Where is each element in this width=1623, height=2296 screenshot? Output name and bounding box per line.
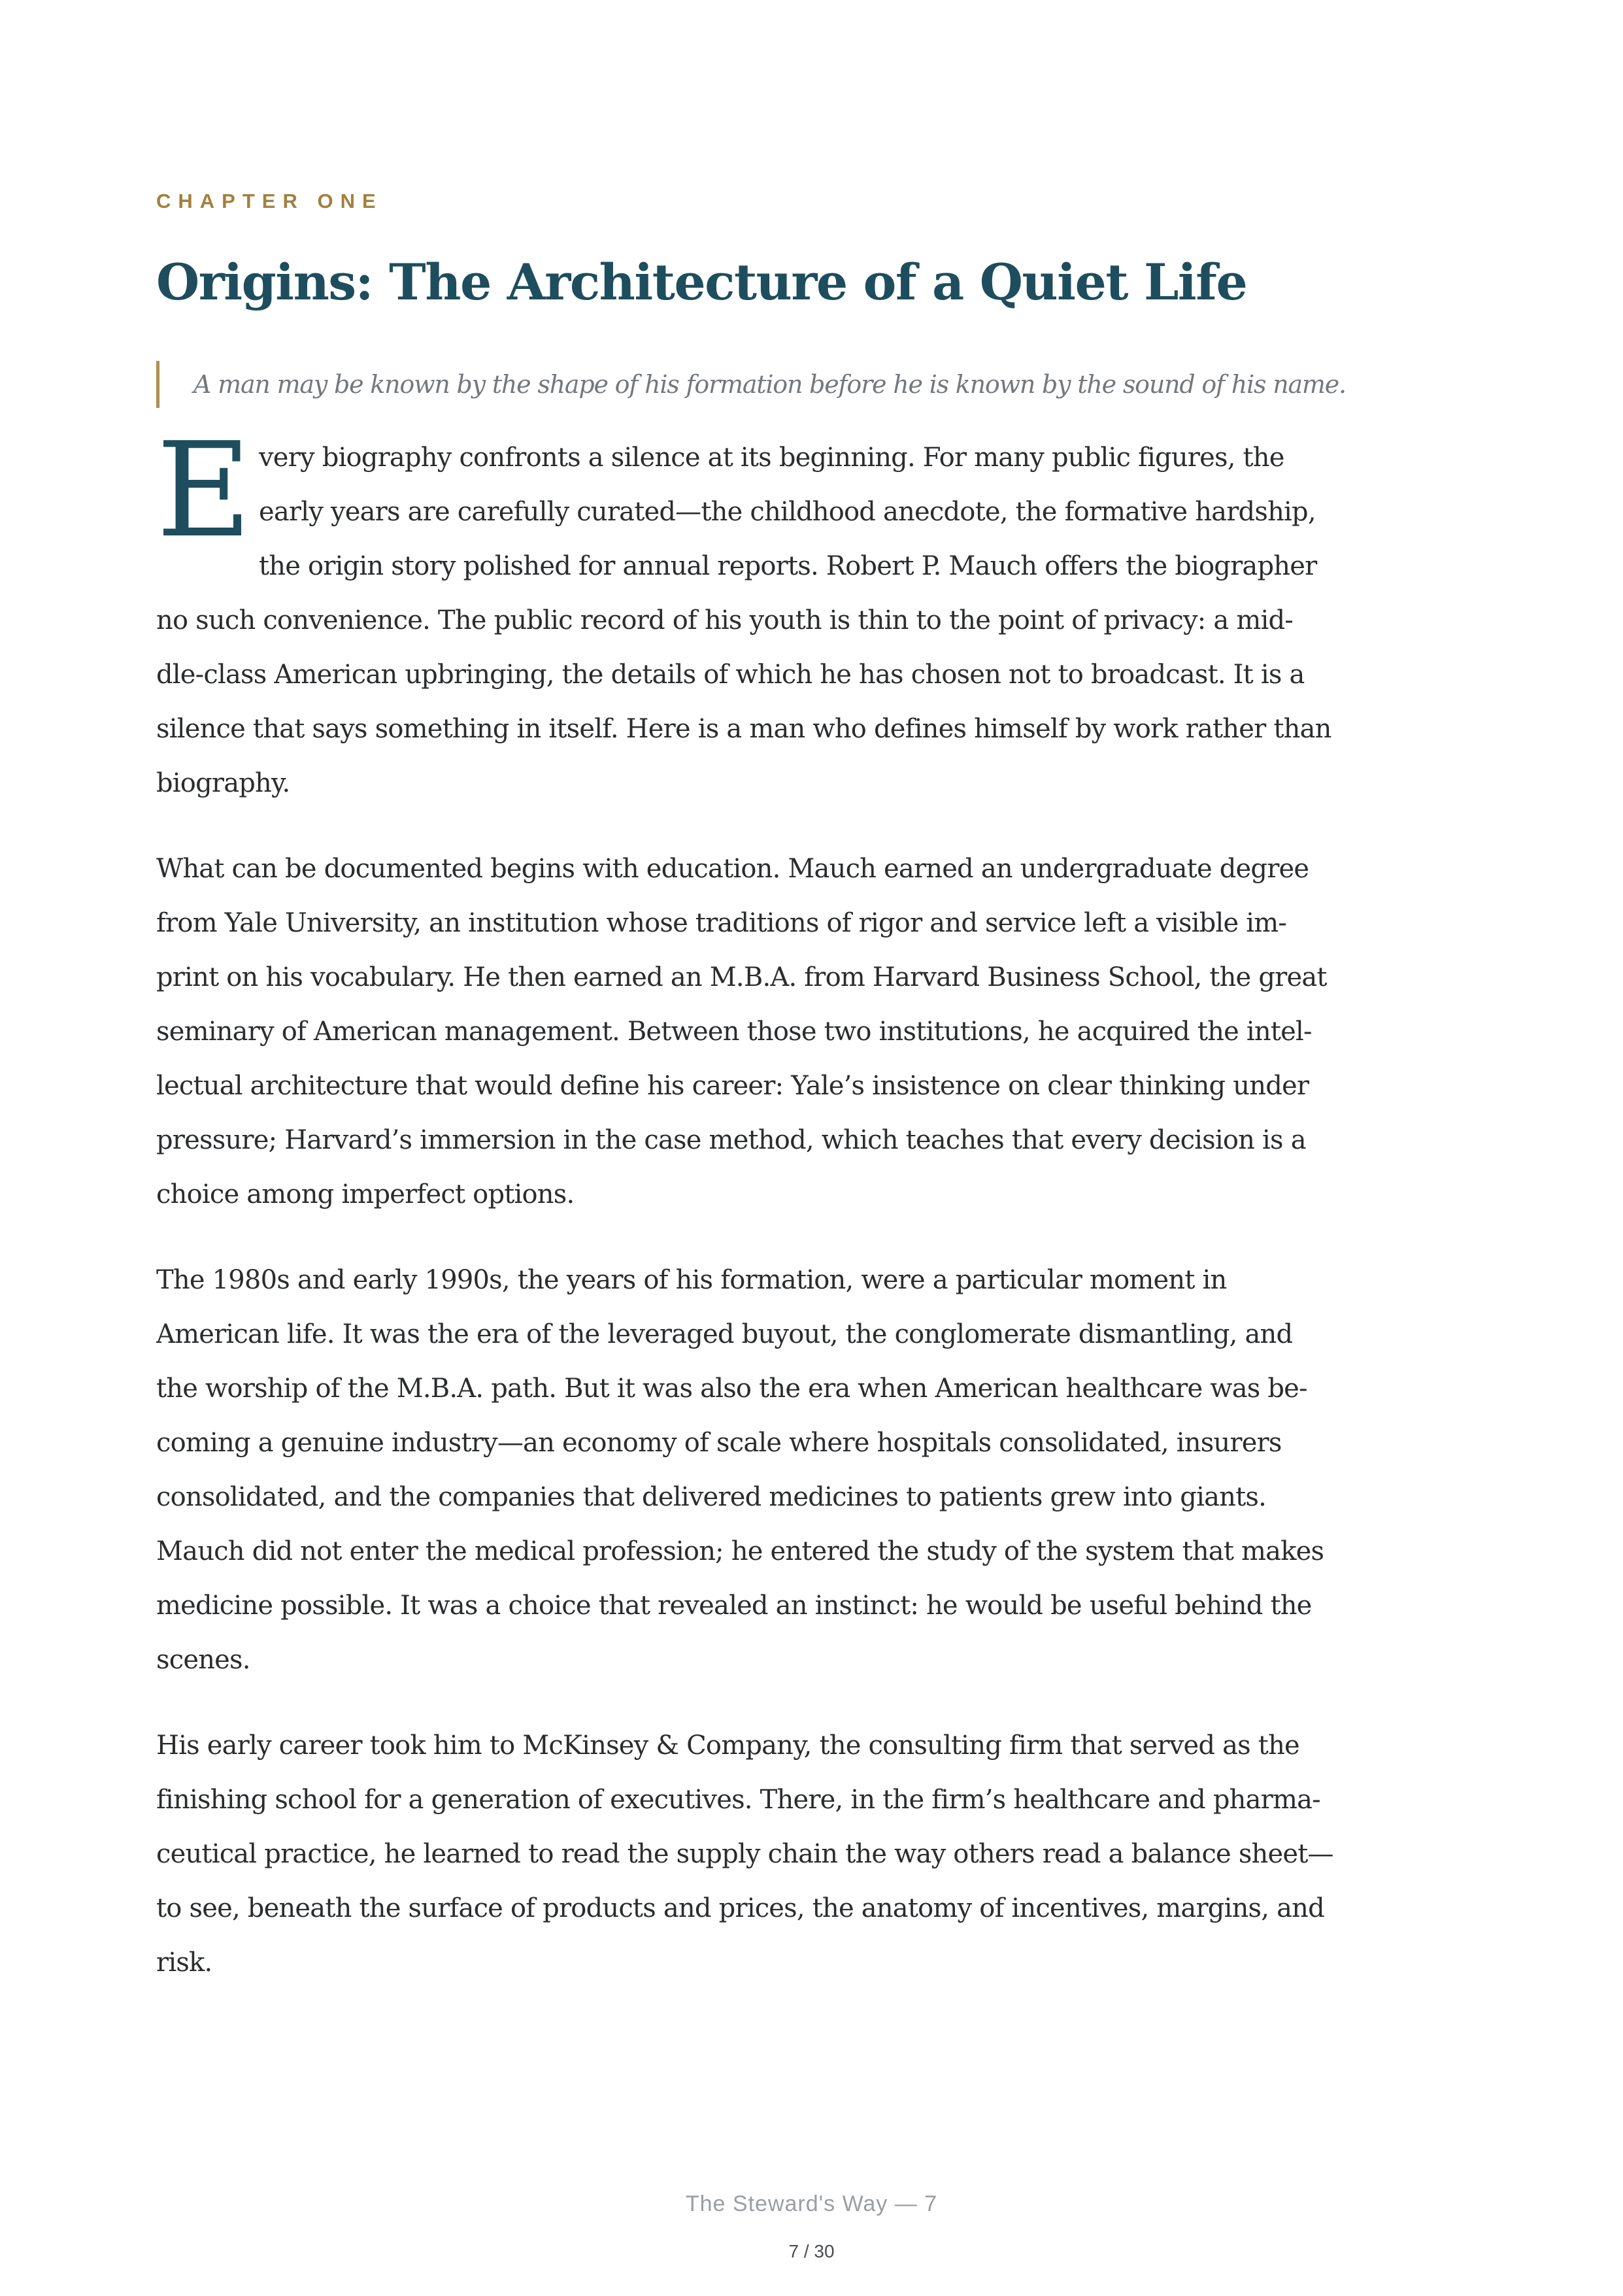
paragraph-3 xyxy=(156,1253,1467,1687)
text-line: from Yale University, an institution whose traditions of rigor and service left a visible im- xyxy=(156,908,1287,938)
text-line: choice among imperfect options. xyxy=(156,1179,575,1209)
text-line: American life. It was the era of the leveraged buyout, the conglomerate dismantling, and xyxy=(156,1319,1293,1349)
text-line: dle-class American upbringing, the details of which he has chosen not to broadcast. It is a xyxy=(156,660,1305,690)
text-line: pressure; Harvard’s immersion in the case method, which teaches that every decision is a xyxy=(156,1125,1306,1155)
text-line: His early career took him to McKinsey & Company, the consulting firm that served as the xyxy=(156,1730,1299,1761)
paragraph-1 xyxy=(156,414,1467,811)
text-line: early years are carefully curated—the childhood anecdote, the formative hardship, xyxy=(259,497,1316,527)
text-line: medicine possible. It was a choice that revealed an instinct: he would be useful behind the xyxy=(156,1591,1312,1621)
text-line: consolidated, and the companies that delivered medicines to patients grew into giants. xyxy=(156,1482,1266,1512)
text-line: seminary of American management. Between those two institutions, he acquired the intel- xyxy=(156,1017,1312,1047)
text-line: risk. xyxy=(156,1948,212,1978)
text-line: scenes. xyxy=(156,1645,250,1675)
text-line: the origin story polished for annual reports. Robert P. Mauch offers the biographer xyxy=(259,551,1317,581)
text-line: What can be documented begins with education. Mauch earned an undergraduate degree xyxy=(156,854,1309,884)
chapter-kicker: CHAPTER ONE xyxy=(156,190,383,212)
drop-cap: E xyxy=(156,414,252,567)
text-line: very biography confronts a silence at its beginning. For many public figures, the xyxy=(259,443,1284,473)
page-number: 7 / 30 xyxy=(788,2241,835,2261)
text-line: silence that says something in itself. Here is a man who defines himself by work rather than xyxy=(156,714,1331,744)
paragraph-4 xyxy=(156,1719,1467,1990)
document-page xyxy=(156,187,1467,1990)
text-line: The 1980s and early 1990s, the years of his formation, were a particular moment in xyxy=(156,1265,1227,1295)
chapter-title: Origins: The Architecture of a Quiet Life xyxy=(156,253,1247,311)
text-line: lectual architecture that would define his career: Yale’s insistence on clear thinking under xyxy=(156,1071,1309,1101)
text-line: Mauch did not enter the medical profession; he entered the study of the system that makes xyxy=(156,1536,1324,1566)
epigraph: A man may be known by the shape of his formation before he is known by the sound of his name. xyxy=(156,361,1467,408)
text-line: ceutical practice, he learned to read the supply chain the way others read a balance sheet— xyxy=(156,1839,1333,1869)
text-line: no such convenience. The public record of his youth is thin to the point of privacy: a mid- xyxy=(156,605,1293,635)
paragraph-2 xyxy=(156,842,1467,1222)
chapter-body xyxy=(156,414,1467,1990)
text-line: print on his vocabulary. He then earned an M.B.A. from Harvard Business School, the great xyxy=(156,962,1327,992)
text-line: finishing school for a generation of executives. There, in the firm’s healthcare and pharma- xyxy=(156,1785,1320,1815)
text-line: to see, beneath the surface of products and prices, the anatomy of incentives, margins, and xyxy=(156,1893,1324,1923)
running-footer-title: The Steward's Way — 7 xyxy=(685,2191,938,2216)
text-line: the worship of the M.B.A. path. But it was also the era when American healthcare was be- xyxy=(156,1374,1307,1404)
text-line: biography. xyxy=(156,768,290,798)
text-line: coming a genuine industry—an economy of scale where hospitals consolidated, insurers xyxy=(156,1428,1282,1458)
